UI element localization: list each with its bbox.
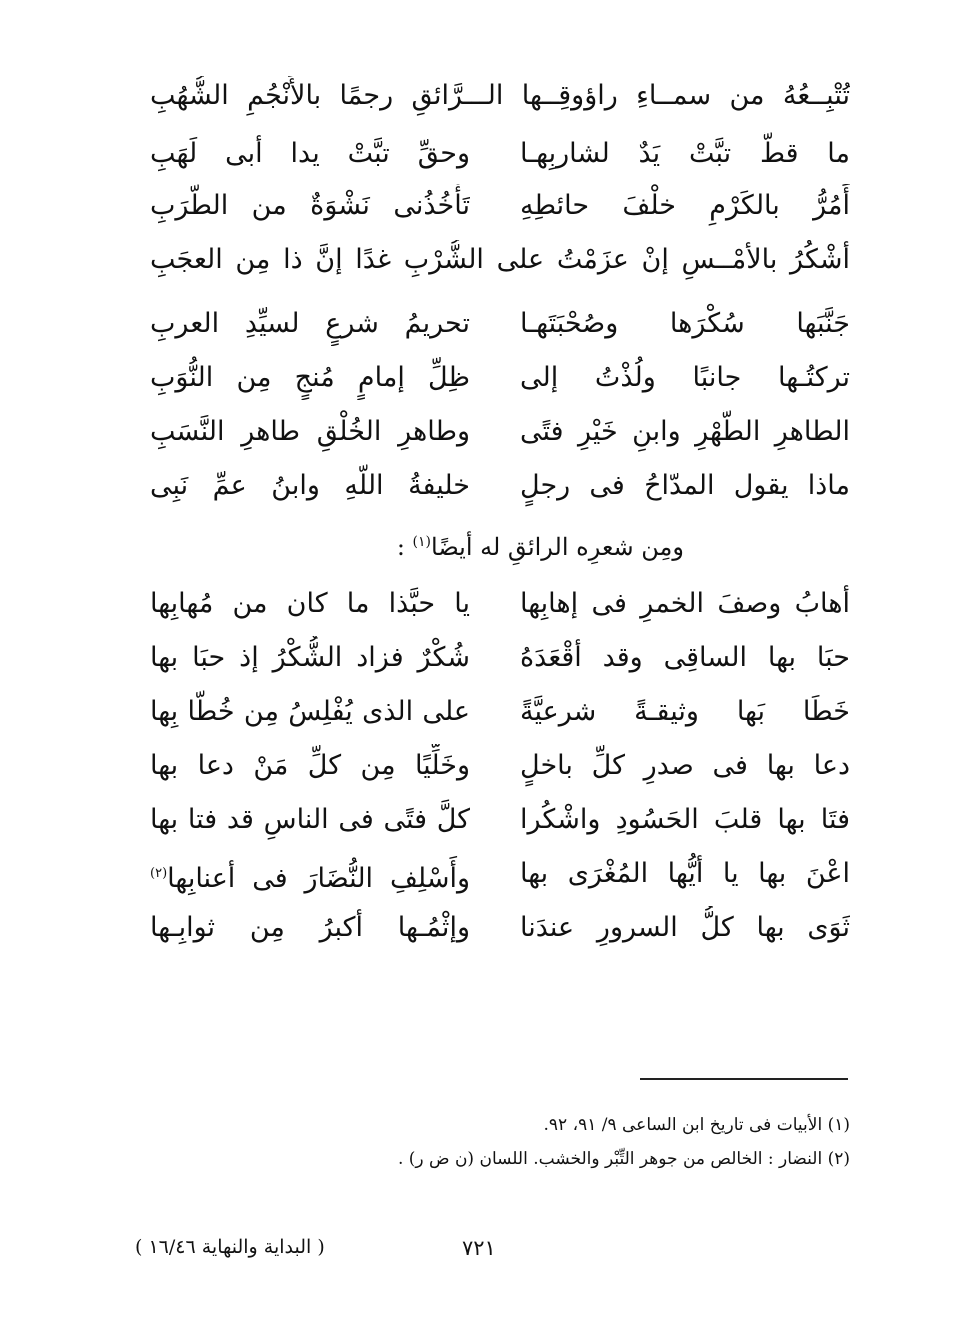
verse bbox=[150, 302, 850, 346]
poem-line: تُتْبِــعُهُ من سمــاءِ راؤوقِــها الـــرَّائقِ رجمًا بالأَنْجُمِ الشُّهُبِ bbox=[150, 80, 850, 111]
introduction-colon: : bbox=[396, 533, 413, 561]
verse-first-hemistich: دعا بها فى صدرِ كلِّ باخلٍ bbox=[520, 750, 850, 781]
verse bbox=[150, 690, 850, 734]
source-reference: ( البداية والنهاية ١٦/٤٦ ) bbox=[135, 1236, 325, 1258]
verse-second-hemistich: خليفةُ اللّهِ وابنُ عمِّ نَبِى bbox=[150, 470, 470, 501]
verse-second-hemistich: وإثْمُـها أكبرُ مِن ثوابِـها bbox=[150, 912, 470, 943]
poem-introduction bbox=[397, 522, 684, 567]
verse-first-hemistich: تركتُـها جانبًا ولُذْتُ إلى bbox=[520, 362, 850, 393]
verse-second-hemistich: يا حبَّذا ما كان من مُهابِها bbox=[150, 588, 470, 619]
verse-first-hemistich: اعْنَ بها يا أيُّها المُغْرَى بها bbox=[520, 858, 850, 889]
verse bbox=[150, 798, 850, 842]
verse bbox=[150, 464, 850, 508]
verse-first-hemistich: جَنَّبَها سُكْرَها وصُحْبَتَهـا bbox=[520, 308, 850, 339]
verse bbox=[150, 410, 850, 454]
verse-first-hemistich: ثَوَى بها كلُّ السرورِ عندَنا bbox=[520, 912, 850, 943]
verse-first-hemistich: حبَا بها الساقِى وقد أقْعَدَهُ bbox=[520, 642, 850, 673]
footnote-separator bbox=[640, 1078, 848, 1080]
verse bbox=[150, 582, 850, 626]
verse-first-hemistich: فتَا بها قلبَ الحَسُودِ واشْكُرا bbox=[520, 804, 850, 835]
verse bbox=[150, 184, 850, 228]
verse bbox=[150, 132, 850, 176]
verse-first-hemistich: ماذا يقول المدّاحُ فى رجلٍ bbox=[520, 470, 850, 501]
verse bbox=[150, 356, 850, 400]
verse-first-hemistich: الطاهرِ الطُّهْرِ وابنِ خَيْرِ فتًى bbox=[520, 416, 850, 447]
verse bbox=[150, 852, 850, 896]
footnote-marker: (١) bbox=[412, 534, 432, 550]
verse-first-hemistich: أهابُ وصفَ الخمرِ فى إهابِها bbox=[520, 588, 850, 619]
verse-second-hemistich: وحقِّ تبَّتْ يدا أبى لَهَبِ bbox=[150, 138, 470, 169]
verse-second-hemistich: على الذى يُفْلِسُ مِن خُطًّا بِها bbox=[150, 696, 470, 727]
verse-second-hemistich: تحريمُ شرعٍ لسيِّدِ العربِ bbox=[150, 308, 470, 339]
hemistich-text: وأَسْلِفِ النُّضَارَ فى أعنابِها bbox=[167, 863, 470, 894]
verse-first-hemistich: أَمُرُّ بالكَرْمِ خلْفَ حائطِهِ bbox=[520, 190, 850, 221]
verse bbox=[150, 636, 850, 680]
verse-first-hemistich: ما قطُّ تبَّتْ يَدٌ لشاربِهـا bbox=[520, 138, 850, 169]
footnote-marker: (٢) bbox=[150, 866, 168, 881]
verse-second-hemistich: وطاهرِ الخُلْقِ طاهرِ النَّسَبِ bbox=[150, 416, 470, 447]
verse bbox=[150, 906, 850, 950]
footnote: (٢) النضار : الخالص من جوهر التِّبْر والخشب. اللسان (ن ض ر) . bbox=[397, 1149, 850, 1169]
footnote: (١) الأبيات فى تاريخ ابن الساعى ٩/ ٩١، ٩٢. bbox=[543, 1115, 850, 1135]
poem-line: أَشْكُرُ بالأمْــسِ إنْ عزَمْتُ على الشُّرْبِ غدًا إنَّ ذا مِن العجَبِ bbox=[150, 244, 850, 275]
verse-second-hemistich: ظِلِّ إمامٍ مُنجٍ مِن النُّوَبِ bbox=[150, 362, 470, 393]
verse-second-hemistich: شُكْرٌ فزاد الشُّكْرُ إذ حبَا بها bbox=[150, 642, 470, 673]
verse-second-hemistich: تَأْخُذُنى نَشْوَةٌ من الطَّرَبِ bbox=[150, 190, 470, 221]
page-number: ٧٢١ bbox=[462, 1236, 496, 1260]
introduction-text: ومِن شعرِه الرائقِ له أيضًا bbox=[431, 533, 684, 561]
verse-second-hemistich: وخَلِّيًا مِن كلِّ مَنْ دعا بها bbox=[150, 750, 470, 781]
verse-second-hemistich: كلَّ فتًى فى الناسِ قد فتا بها bbox=[150, 804, 470, 835]
verse bbox=[150, 744, 850, 788]
verse-second-hemistich bbox=[150, 852, 470, 901]
verse-first-hemistich: خَطَا بَها وثيقـةً شرعيَّةً bbox=[520, 696, 850, 727]
